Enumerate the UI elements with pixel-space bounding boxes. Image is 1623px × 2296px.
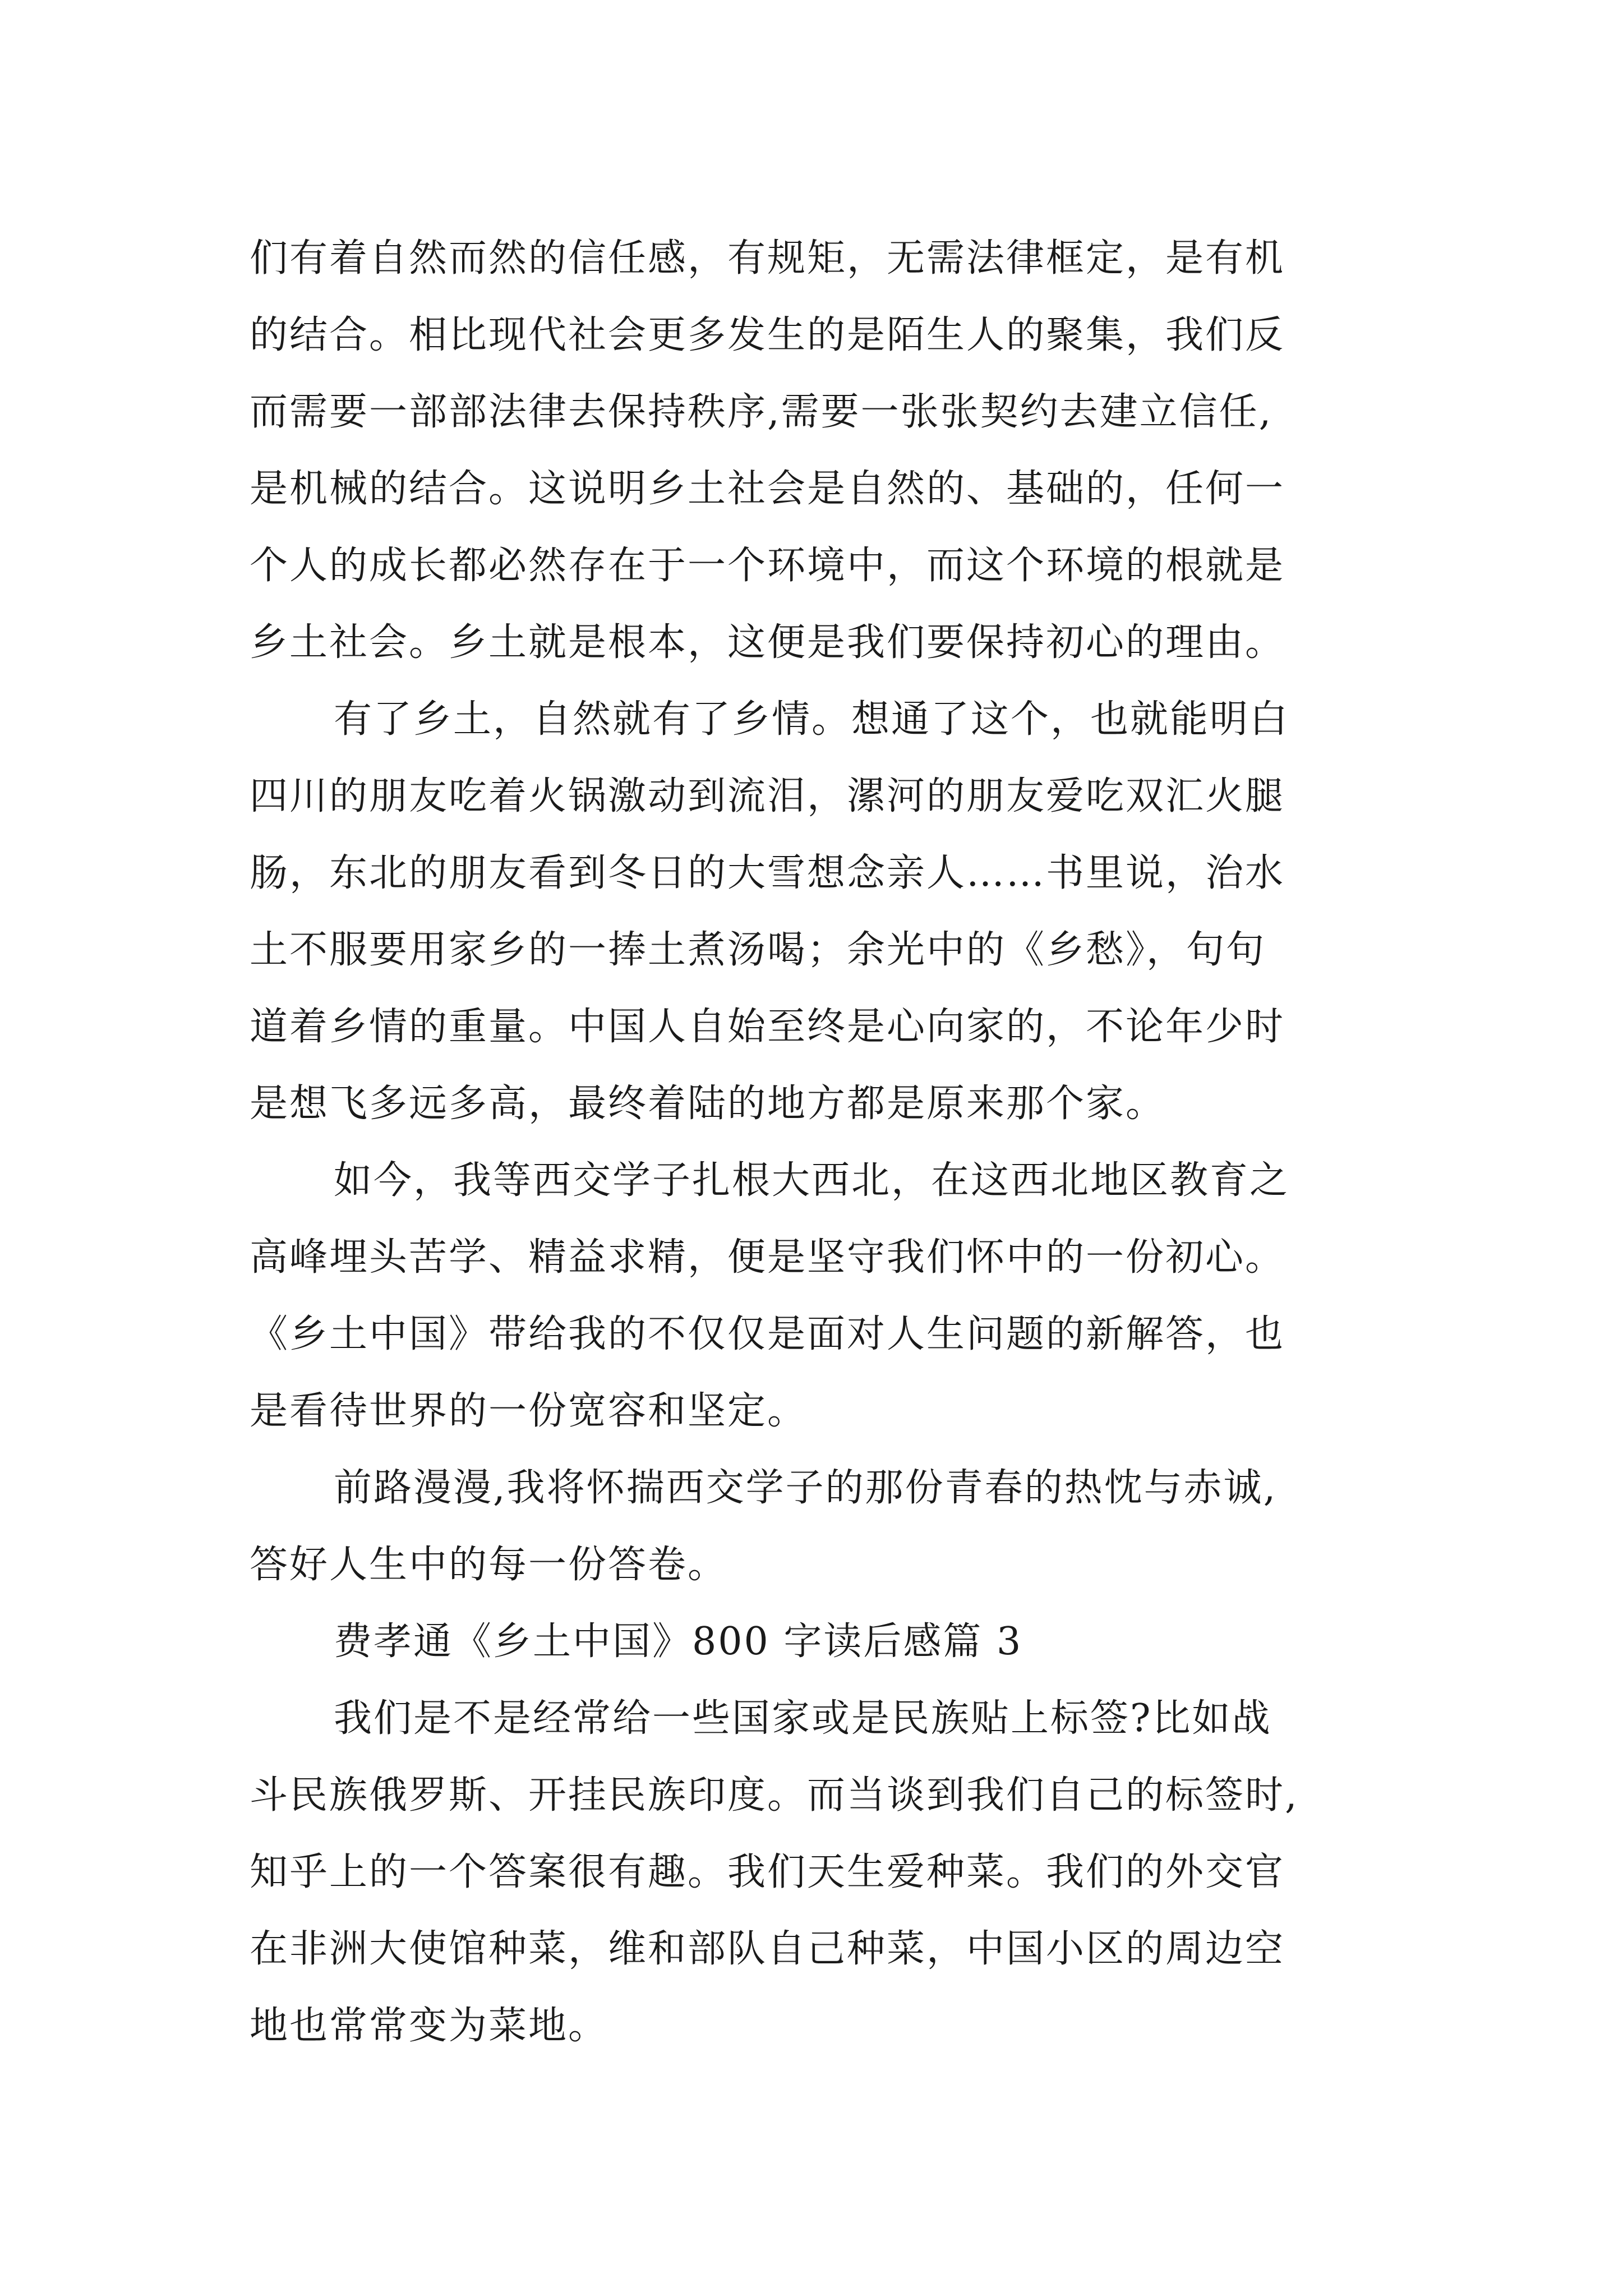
text-line: 斗民族俄罗斯、开挂民族印度。而当谈到我们自己的标签时, (250, 1773, 1299, 1818)
text-line: 地也常常变为菜地。 (250, 2004, 608, 2048)
heading-text: 费孝通《乡土中国》800 字读后感篇 3 (334, 1619, 1023, 1664)
body-text (250, 220, 1438, 2064)
text-line: 道着乡情的重量。中国人自始至终是心向家的，不论年少时 (250, 1005, 1285, 1049)
paragraph (250, 1680, 1438, 2064)
text-line: 乡土社会。乡土就是根本，这便是我们要保持初心的理由。 (250, 620, 1285, 665)
text-line: 而需要一部部法律去保持秩序,需要一张张契约去建立信任, (250, 390, 1273, 434)
text-line: 们有着自然而然的信任感，有规矩，无需法律框定，是有机 (250, 236, 1285, 280)
text-line: 肠，东北的朋友看到冬日的大雪想念亲人……书里说，治水 (250, 851, 1285, 895)
text-line: 是机械的结合。这说明乡土社会是自然的、基础的，任何一 (250, 467, 1285, 511)
paragraph (250, 1450, 1438, 1603)
text-line: 土不服要用家乡的一捧土煮汤喝；余光中的《乡愁》，句句 (250, 928, 1266, 972)
text-line: 《乡土中国》带给我的不仅仅是面对人生问题的新解答，也 (250, 1312, 1285, 1356)
text-line: 如今，我等西交学子扎根大西北，在这西北地区教育之 (334, 1158, 1290, 1203)
text-line: 的结合。相比现代社会更多发生的是陌生人的聚集，我们反 (250, 313, 1285, 357)
text-line: 在非洲大使馆种菜，维和部队自己种菜，中国小区的周边空 (250, 1927, 1285, 1971)
paragraph (250, 1142, 1438, 1450)
text-line: 前路漫漫,我将怀揣西交学子的那份青春的热忱与赤诚, (334, 1466, 1278, 1510)
text-line: 四川的朋友吃着火锅激动到流泪，漯河的朋友爱吃双汇火腿 (250, 774, 1285, 818)
section-heading (250, 1603, 1438, 1680)
text-line: 知乎上的一个答案很有趣。我们天生爱种菜。我们的外交官 (250, 1850, 1285, 1894)
text-line: 我们是不是经常给一些国家或是民族贴上标签?比如战 (334, 1696, 1272, 1741)
paragraph (250, 220, 1438, 681)
text-line: 答好人生中的每一份答卷。 (250, 1543, 728, 1587)
text-line: 个人的成长都必然存在于一个环境中，而这个环境的根就是 (250, 544, 1285, 588)
text-line: 是看待世界的一份宽容和坚定。 (250, 1389, 808, 1433)
text-line: 有了乡土，自然就有了乡情。想通了这个，也就能明白 (334, 697, 1290, 742)
paragraph (250, 681, 1438, 1142)
text-line: 是想飞多远多高，最终着陆的地方都是原来那个家。 (250, 1082, 1166, 1126)
text-line: 高峰埋头苦学、精益求精，便是坚守我们怀中的一份初心。 (250, 1235, 1285, 1280)
